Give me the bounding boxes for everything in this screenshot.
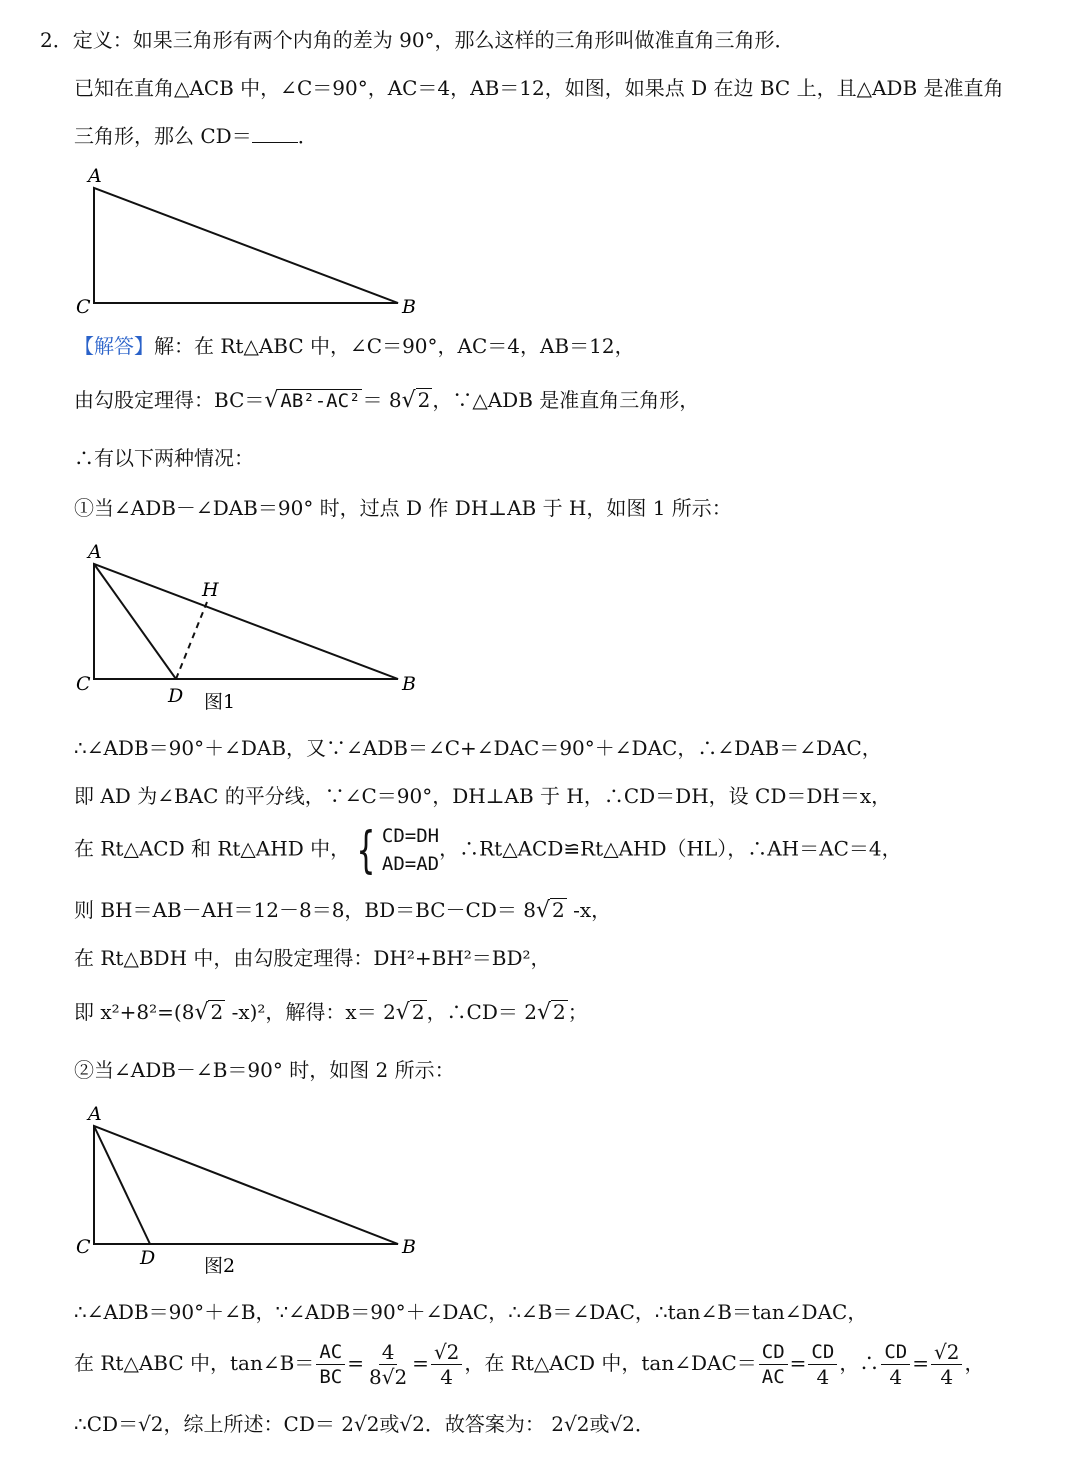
definition-text: 定义：如果三角形有两个内角的差为 90°，那么这样的三角形叫做准直角三角形．	[72, 28, 795, 52]
label-c: C	[76, 1236, 91, 1258]
given-line-1: 已知在直角△ACB 中，∠C＝90°，AC＝4，AB＝12，如图，如果点 D 在边 BC 上，且△ADB 是准直角	[74, 76, 1004, 100]
triangle-acb	[94, 188, 398, 303]
radicand: 2	[411, 1000, 425, 1024]
fraction: $\frac{CD}{4}$	[881, 1340, 910, 1389]
solution-line-2: 由勾股定理得：BC＝√ AB²-AC² ＝ 8√ 2 ，∵△ADB 是准直角三角形，	[74, 388, 700, 413]
text: ，在 Rt△ACD 中，tan∠DAC＝	[464, 1351, 757, 1375]
text: 在 Rt△ACD 和 Rt△AHD 中，	[74, 836, 351, 861]
system-row-1: CD=DH	[381, 825, 440, 847]
case-2-line-1: ∴∠ADB＝90°＋∠B，∵∠ADB＝90°＋∠DAC，∴∠B＝∠DAC，∴tan∠B＝tan∠DAC，	[74, 1300, 868, 1324]
solution-line-3: ∴有以下两种情况：	[74, 446, 254, 470]
label-b: B	[402, 296, 416, 318]
case-2-line-2: 在 Rt△ABC 中，tan∠B＝ $\frac{AC}{BC}$ = $\frac{4}{8√2}$ = $\frac{√2}{4}$ ，在 Rt△ACD 中，tan∠DAC＝ $\frac{CD}{AC}$ = $\frac{CD}{4}$ ，∴ $\frac{CD}{4}$ = $\frac{√2}{4}$ ，	[74, 1340, 985, 1389]
text: 在 Rt△ABC 中，tan∠B＝	[74, 1351, 315, 1375]
radicand: 2	[551, 898, 565, 922]
text: ，∵△ADB 是准直角三角形，	[432, 388, 700, 412]
given-text: 三角形，那么 CD＝	[74, 124, 252, 148]
case-1-line-2: 即 AD 为∠BAC 的平分线，∵∠C＝90°，DH⊥AB 于 H，∴CD＝DH，设 CD＝DH＝x，	[74, 784, 892, 808]
text: ；	[567, 1000, 588, 1024]
case-2-heading: ②当∠ADB－∠B＝90° 时，如图 2 所示：	[74, 1058, 455, 1082]
text: ，∴CD＝ 2	[426, 1000, 537, 1024]
fraction: $\frac{√2}{4}$	[431, 1340, 462, 1389]
solution-text: 解：在 Rt△ABC 中，∠C＝90°，AC＝4，AB＝12，	[154, 334, 635, 358]
equation-system: { CD=DH AD=AD	[356, 821, 440, 879]
segment-dh	[176, 602, 207, 679]
label-b: B	[402, 673, 416, 695]
answer-blank	[252, 124, 298, 143]
fraction: $\frac{CD}{AC}$	[759, 1340, 788, 1389]
label-a: A	[88, 1103, 102, 1125]
problem-number: 2．	[40, 28, 73, 52]
figure-main	[70, 160, 430, 320]
caption: 图1	[204, 691, 236, 713]
label-a: A	[88, 541, 102, 563]
triangle-abc	[94, 1126, 398, 1244]
text: -x)²，解得：x＝ 2	[225, 1000, 396, 1024]
text: 则 BH＝AB－AH＝12－8＝8，BD＝BC－CD＝ 8	[74, 898, 536, 922]
text: ＝ 8	[362, 388, 402, 412]
fraction: $\frac{√2}{4}$	[931, 1340, 962, 1389]
radicand: AB²-AC²	[280, 390, 361, 412]
text: ，∴	[839, 1351, 880, 1375]
problem-line-1	[40, 26, 795, 54]
caption: 图2	[204, 1255, 236, 1277]
figure-2	[70, 1100, 430, 1280]
solution-line-1	[74, 332, 635, 360]
given-end: ．	[297, 124, 318, 148]
case-1-line-5: 在 Rt△BDH 中，由勾股定理得：DH²+BH²＝BD²，	[74, 946, 551, 970]
fraction: $\frac{CD}{4}$	[808, 1340, 837, 1389]
text: 即 x²+8²=(8	[74, 1000, 195, 1024]
label-a: A	[88, 165, 102, 187]
case-2-line-3: ∴CD＝√2，综上所述：CD＝ 2√2或√2．故答案为： 2√2或√2．	[74, 1412, 655, 1436]
label-d: D	[168, 685, 184, 707]
text: -x，	[566, 898, 612, 922]
radicand: 2	[210, 1000, 224, 1024]
label-c: C	[76, 673, 91, 695]
case-1-line-4: 则 BH＝AB－AH＝12－8＝8，BD＝BC－CD＝ 8√ 2 -x，	[74, 898, 612, 923]
segment-ad	[94, 564, 176, 679]
fraction: $\frac{4}{8√2}$	[368, 1340, 408, 1389]
fraction: $\frac{AC}{BC}$	[316, 1340, 345, 1389]
answer-tag: 【解答】	[74, 334, 154, 358]
given-line-2	[74, 122, 318, 150]
case-1-heading: ①当∠ADB－∠DAB＝90° 时，过点 D 作 DH⊥AB 于 H，如图 1 所示：	[74, 496, 732, 520]
radicand: 2	[417, 388, 431, 412]
label-h: H	[202, 579, 219, 601]
case-1-line-3	[74, 822, 902, 878]
triangle-abc	[94, 564, 398, 679]
label-b: B	[402, 1236, 416, 1258]
label-c: C	[76, 296, 91, 318]
label-d: D	[140, 1247, 156, 1269]
text: 由勾股定理得：BC＝	[74, 388, 265, 412]
figure-1	[70, 538, 430, 718]
radicand: 2	[553, 1000, 566, 1024]
case-1-line-6: 即 x²+8²=(8√ 2 -x)²，解得：x＝ 2√ 2 ，∴CD＝ 2√ 2 ；	[74, 1000, 588, 1025]
case-1-line-1: ∴∠ADB＝90°＋∠DAB，又∵∠ADB＝∠C+∠DAC＝90°＋∠DAC，∴∠DAB＝∠DAC，	[74, 736, 882, 760]
text: ，∴Rt△ACD≌Rt△AHD（HL），∴AH＝AC＝4，	[439, 836, 902, 861]
system-row-2: AD=AD	[381, 853, 440, 875]
